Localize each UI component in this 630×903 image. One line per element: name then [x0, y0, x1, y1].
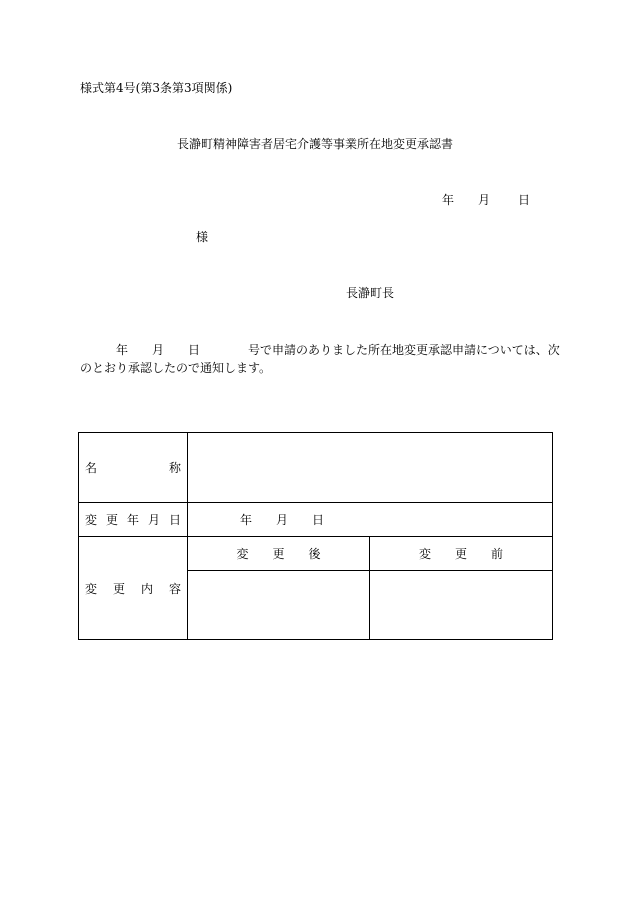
- change-date-label-char: 更: [105, 513, 118, 527]
- change-date-label-char: 年: [126, 513, 139, 527]
- change-date-year: 年: [240, 513, 253, 527]
- issuer-name: 長瀞町長: [346, 286, 395, 300]
- body-line-1-rest: 号で申請のありました所在地変更承認申請については、次: [248, 343, 560, 357]
- change-date-label-char: 日: [168, 513, 181, 527]
- issue-date-year: 年: [442, 193, 455, 207]
- change-date-label: [79, 503, 188, 537]
- before-header-char: 更: [454, 547, 467, 561]
- issue-date: [442, 194, 530, 206]
- after-header-char: 後: [308, 547, 321, 561]
- before-header-char: 変: [418, 547, 431, 561]
- before-header-char: 前: [491, 547, 504, 561]
- before-header: [370, 537, 553, 571]
- change-date-month: 月: [276, 513, 289, 527]
- body-line-1: [80, 341, 560, 359]
- name-label: [79, 433, 188, 503]
- after-header-char: 変: [236, 547, 249, 561]
- change-content-label-char: 更: [112, 581, 125, 596]
- table-row-name: [79, 433, 553, 503]
- change-content-label: [79, 537, 188, 640]
- issue-date-month: 月: [478, 193, 491, 207]
- document-title: 長瀞町精神障害者居宅介護等事業所在地変更承認書: [177, 137, 454, 151]
- after-header-char: 更: [272, 547, 285, 561]
- change-date-value: [188, 503, 553, 537]
- addressee-suffix: 様: [196, 230, 209, 244]
- name-value: [188, 433, 553, 503]
- table-row-content-headers: [79, 537, 553, 571]
- after-header: [188, 537, 370, 571]
- body-day: 日: [188, 343, 201, 357]
- issue-date-day: 日: [518, 193, 531, 207]
- table-row-change-date: [79, 503, 553, 537]
- body-line-2: のとおり承認したので通知します。: [80, 361, 272, 375]
- form-number: 様式第4号(第3条第3項関係): [80, 81, 233, 95]
- details-table: [78, 432, 553, 640]
- change-date-day: 日: [312, 513, 325, 527]
- before-value: [370, 571, 553, 640]
- body-text: [80, 341, 560, 377]
- change-content-label-char: 内: [140, 581, 153, 596]
- body-year: 年: [116, 343, 129, 357]
- change-content-label-char: 容: [168, 581, 181, 596]
- change-content-label-char: 変: [85, 581, 98, 596]
- after-value: [188, 571, 370, 640]
- name-label-char: 名: [85, 461, 98, 475]
- change-date-label-char: 月: [147, 513, 160, 527]
- name-label-char: 称: [168, 461, 181, 475]
- body-month: 月: [152, 343, 165, 357]
- change-date-label-char: 変: [85, 513, 98, 527]
